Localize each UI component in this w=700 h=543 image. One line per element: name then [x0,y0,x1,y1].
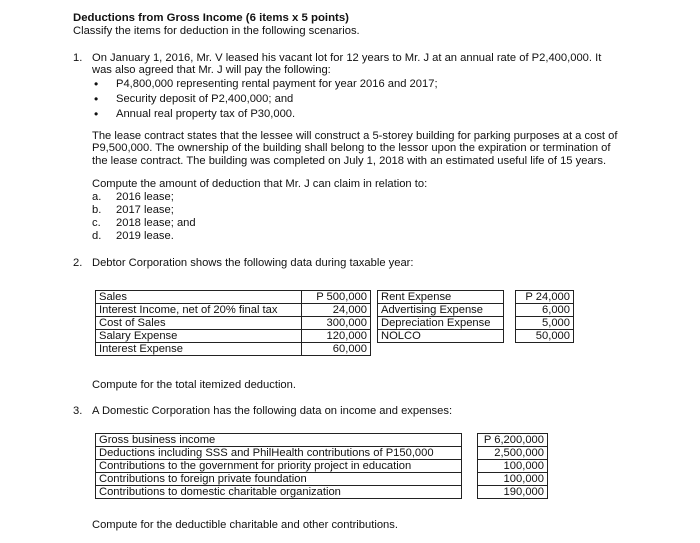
table-row [96,291,574,304]
table-spacer [504,291,516,304]
table-cell-value: P 6,200,000 [478,434,548,447]
table-cell-value: 50,000 [516,330,574,343]
table-cell-value: 100,000 [478,460,548,473]
list-item: 2017 lease; [116,204,174,216]
q2-intro: Debtor Corporation shows the following data during taxable year: [92,257,414,269]
table-cell-label: Advertising Expense [378,304,504,317]
table-cell-label: Depreciation Expense [378,317,504,330]
list-item: 2019 lease. [116,230,174,242]
table-cell-value: 2,500,000 [478,447,548,460]
table-spacer [371,330,378,343]
data-table [95,433,548,499]
table-spacer [504,330,516,343]
bullet-item: • P4,800,000 representing rental payment for year 2016 and 2017; [116,78,438,91]
q3-compute: Compute for the deductible charitable and other contributions. [92,519,398,531]
q1-paragraph-line: the lease contract. The building was completed on July 1, 2018 with an estimated useful life of 15 years. [92,155,607,167]
table-cell-label: Salary Expense [96,330,302,343]
list-item-letter: a. [92,191,102,203]
table-cell-label: Interest Expense [96,343,302,356]
table-cell-label: Sales [96,291,302,304]
table-cell-value: 100,000 [478,473,548,486]
q1-intro-line: On January 1, 2016, Mr. V leased his vacant lot for 12 years to Mr. J at an annual rate of P2,400,000. It [92,52,602,64]
table-cell-label: Rent Expense [378,291,504,304]
table-row [96,486,548,499]
table-cell-label: Deductions including SSS and PhilHealth contributions of P150,000 [96,447,462,460]
list-item: 2018 lease; and [116,217,196,229]
q1-intro-line: was also agreed that Mr. J will pay the following: [92,64,331,76]
table-cell-value: 60,000 [302,343,371,356]
table-cell-value: 5,000 [516,317,574,330]
table-cell-value: 24,000 [302,304,371,317]
table-row [96,460,548,473]
table-spacer [371,317,378,330]
table-cell-label: Cost of Sales [96,317,302,330]
question-number: 1. [73,52,83,64]
table-row [96,317,574,330]
table-cell-label: Interest Income, net of 20% final tax [96,304,302,317]
table-spacer [504,317,516,330]
table-cell-value: 120,000 [302,330,371,343]
table-cell-value: P 500,000 [302,291,371,304]
q1-paragraph-line: The lease contract states that the lessee will construct a 5-storey building for parking purposes at a cost of [92,130,618,142]
list-item: 2016 lease; [116,191,174,203]
table-spacer [371,304,378,317]
table-row [96,447,548,460]
list-item-letter: b. [92,204,102,216]
q1-paragraph-line: P9,500,000. The ownership of the building shall belong to the lessor upon the expiration or termination of [92,142,611,154]
table-cell-label: Contributions to foreign private foundation [96,473,462,486]
table-cell-label: Contributions to domestic charitable organization [96,486,462,499]
table-cell-value: 190,000 [478,486,548,499]
table-row [96,304,574,317]
q1-compute: Compute the amount of deduction that Mr. J can claim in relation to: [92,178,428,190]
table-row [96,473,548,486]
bullet-item: • Security deposit of P2,400,000; and [116,93,293,106]
table-cell-label: Gross business income [96,434,462,447]
question-number: 2. [73,257,83,269]
table-row [96,330,574,343]
table-spacer [371,291,378,304]
list-item-letter: c. [92,217,101,229]
q3-intro: A Domestic Corporation has the following data on income and expenses: [92,405,453,417]
table-cell-value: 300,000 [302,317,371,330]
table-cell-label: Contributions to the government for priority project in education [96,460,462,473]
table-cell-label: NOLCO [378,330,504,343]
table-row [96,343,574,356]
table-spacer [504,304,516,317]
table-row [96,434,548,447]
data-table [95,290,574,356]
bullet-item: • Annual real property tax of P30,000. [116,108,295,121]
page-title: Deductions from Gross Income (6 items x 5 points) [73,12,349,24]
page-subtitle: Classify the items for deduction in the following scenarios. [73,25,360,37]
q2-compute: Compute for the total itemized deduction. [92,379,296,391]
question-number: 3. [73,405,83,417]
table-cell-value: P 24,000 [516,291,574,304]
list-item-letter: d. [92,230,102,242]
table-cell-value: 6,000 [516,304,574,317]
